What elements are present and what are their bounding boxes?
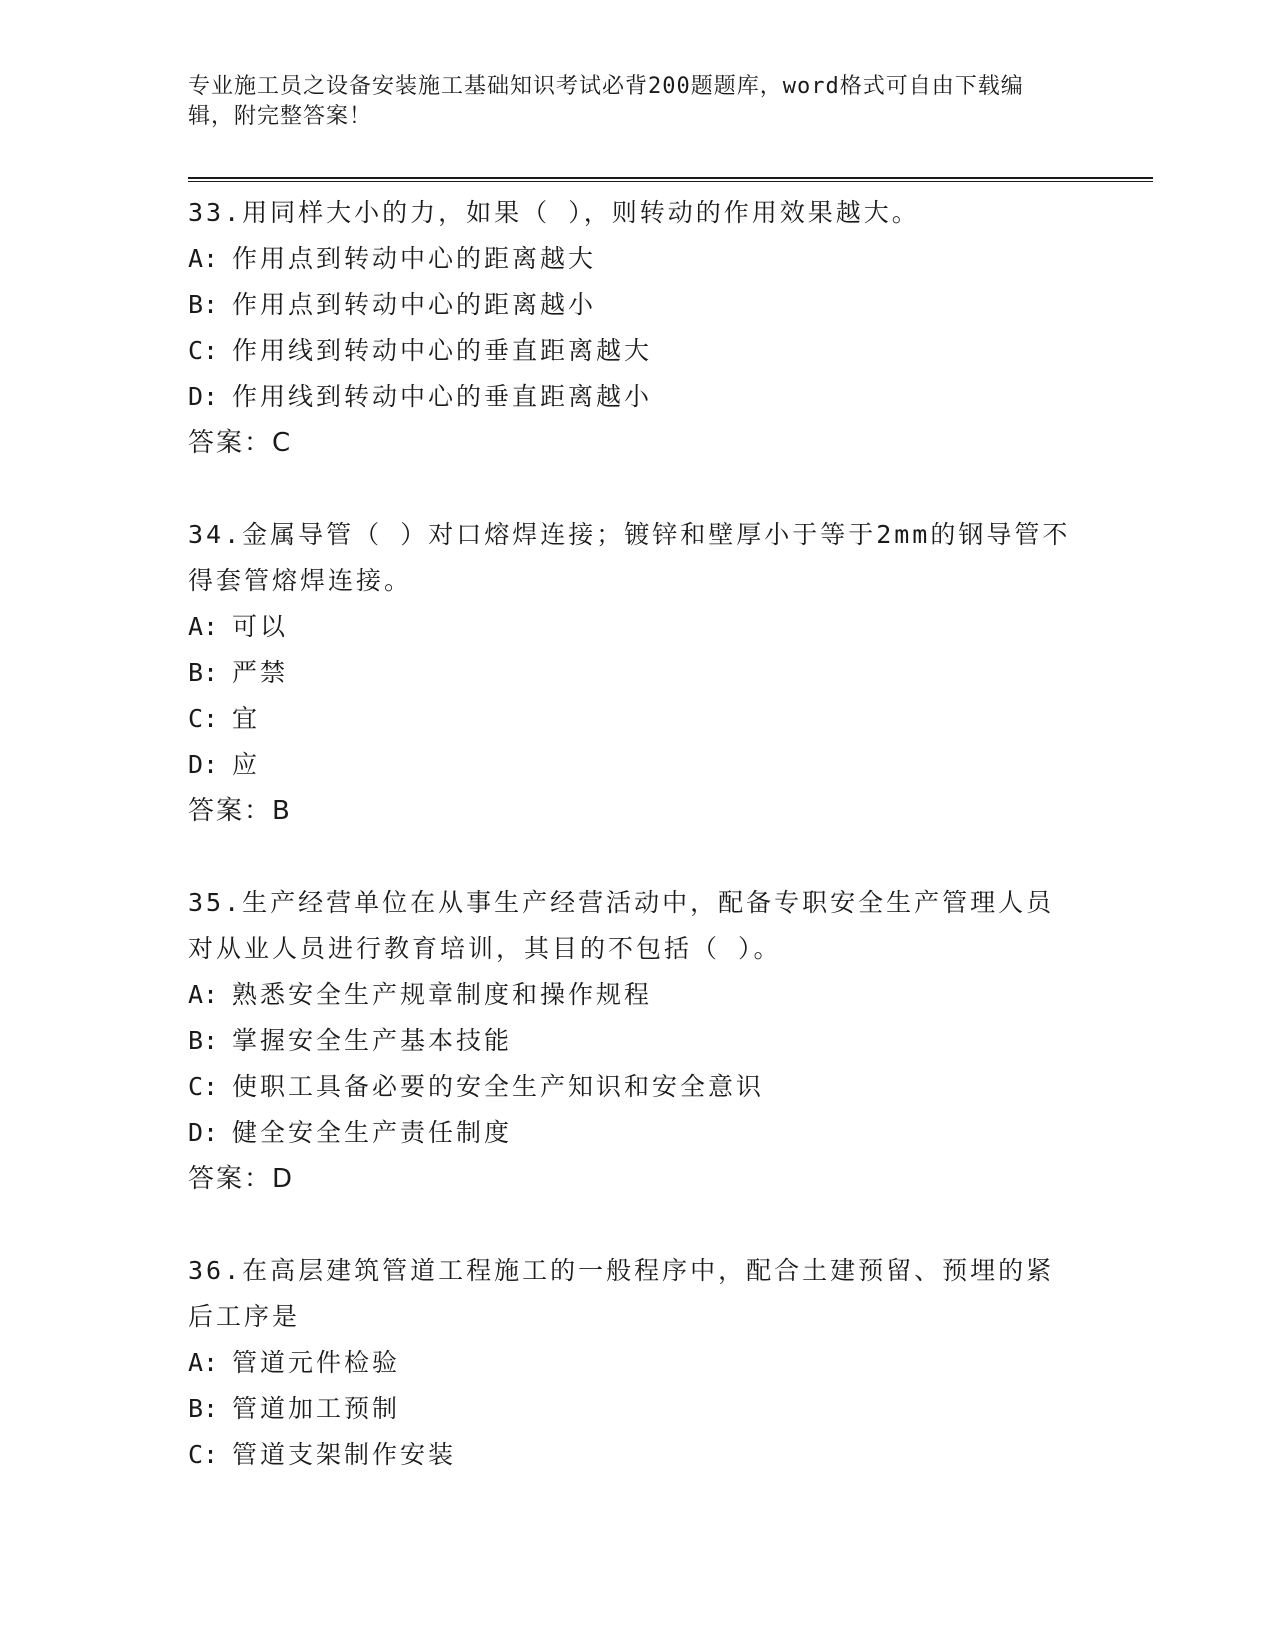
option-letter: B:: [188, 1026, 219, 1055]
header-divider-thin: [188, 181, 1153, 182]
option-letter: C:: [188, 1072, 219, 1101]
option-letter: A:: [188, 980, 219, 1009]
option-letter: B:: [188, 658, 219, 687]
option-text: 宜: [232, 704, 261, 733]
option-text: 熟悉安全生产规章制度和操作规程: [232, 980, 653, 1009]
option-a: [188, 236, 1088, 282]
option-text: 管道支架制作安装: [232, 1440, 457, 1469]
option-a: [188, 972, 1088, 1018]
option-text: 管道加工预制: [232, 1394, 401, 1423]
question-stem: 34.金属导管（ ）对口熔焊连接；镀锌和壁厚小于等于2mm的钢导管不得套管熔焊连接。: [188, 520, 1071, 595]
option-text: 健全安全生产责任制度: [232, 1118, 513, 1147]
option-letter: D:: [188, 382, 219, 411]
document-title: 专业施工员之设备安装施工基础知识考试必背200题题库，word格式可自由下载编辑，附完整答案！: [188, 74, 1024, 129]
option-text: 管道元件检验: [232, 1348, 401, 1377]
option-letter: C:: [188, 704, 219, 733]
option-text: 作用点到转动中心的距离越小: [232, 290, 597, 319]
question-stem: 33.用同样大小的力，如果（ ），则转动的作用效果越大。: [188, 198, 920, 227]
option-text: 使职工具备必要的安全生产知识和安全意识: [232, 1072, 765, 1101]
option-letter: A:: [188, 244, 219, 273]
question-33: [188, 190, 1088, 466]
question-stem: 35.生产经营单位在从事生产经营活动中，配备专职安全生产管理人员对从业人员进行教育培训，其目的不包括（ ）。: [188, 888, 1055, 963]
option-c: [188, 328, 1088, 374]
option-b: [188, 1018, 1088, 1064]
question-34: [188, 512, 1088, 834]
option-letter: D:: [188, 750, 219, 779]
option-b: [188, 282, 1088, 328]
answer-line: 答案：D: [188, 1164, 295, 1194]
option-d: [188, 374, 1088, 420]
option-b: [188, 1386, 1088, 1432]
option-letter: C:: [188, 1440, 219, 1469]
option-letter: B:: [188, 1394, 219, 1423]
option-a: [188, 1340, 1088, 1386]
option-d: [188, 1110, 1088, 1156]
option-text: 掌握安全生产基本技能: [232, 1026, 513, 1055]
option-text: 严禁: [232, 658, 289, 687]
option-letter: A:: [188, 612, 219, 641]
option-text: 可以: [232, 612, 289, 641]
option-letter: C:: [188, 336, 219, 365]
question-35: [188, 880, 1088, 1202]
answer-line: 答案：B: [188, 796, 292, 826]
option-c: [188, 1064, 1088, 1110]
option-d: [188, 742, 1088, 788]
header-divider-thick: [188, 177, 1153, 179]
option-letter: D:: [188, 1118, 219, 1147]
option-text: 作用点到转动中心的距离越大: [232, 244, 597, 273]
question-list: [188, 190, 1088, 1524]
option-letter: A:: [188, 1348, 219, 1377]
option-a: [188, 604, 1088, 650]
option-text: 作用线到转动中心的垂直距离越大: [232, 336, 653, 365]
question-36: [188, 1248, 1088, 1478]
question-stem: 36.在高层建筑管道工程施工的一般程序中，配合土建预留、预埋的紧后工序是: [188, 1256, 1055, 1331]
option-c: [188, 1432, 1088, 1478]
option-letter: B:: [188, 290, 219, 319]
option-text: 作用线到转动中心的垂直距离越小: [232, 382, 653, 411]
option-b: [188, 650, 1088, 696]
document-header: [188, 72, 1148, 132]
option-text: 应: [232, 750, 261, 779]
option-c: [188, 696, 1088, 742]
answer-line: 答案：C: [188, 428, 293, 458]
